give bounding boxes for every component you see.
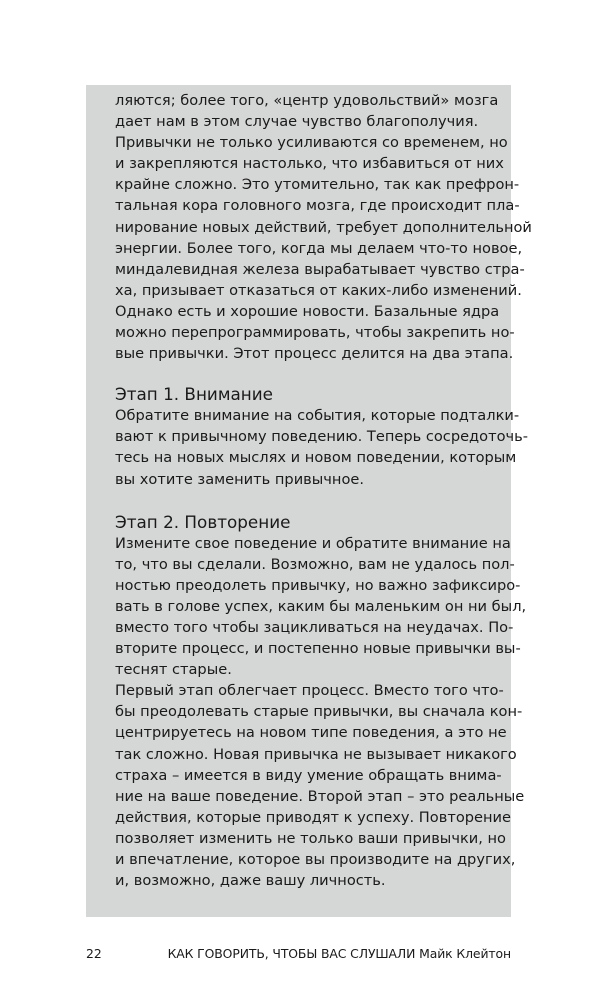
text-line: теснят старые. — [115, 661, 232, 679]
text-line: вые привычки. Этот процесс делится на два этапа. — [115, 345, 514, 363]
text-line: тесь на новых мыслях и новом поведении, которым — [115, 449, 517, 467]
text-line: вать в голове успех, каким бы маленьким он ни был, — [115, 597, 527, 615]
text-line: ностью преодолеть привычку, но важно зафиксиро- — [115, 576, 521, 594]
text-line: так сложно. Новая привычка не вызывает никакого — [115, 745, 517, 763]
text-line: центрируетесь на новом типе поведения, а это не — [115, 724, 507, 742]
text-line: бы преодолевать старые привычки, вы сначала кон- — [115, 703, 523, 721]
text-line: крайне сложно. Это утомительно, так как префрон- — [115, 176, 520, 194]
text-line: Обратите внимание на события, которые подталки- — [115, 407, 520, 425]
stage-2-heading: Этап 2. Повторение — [115, 511, 291, 532]
text-line: позволяет изменить не только ваши привычки, но — [115, 829, 506, 847]
text-line: Измените свое поведение и обратите внимание на — [115, 534, 511, 552]
text-line: ляются; более того, «центр удовольствий» мозга — [115, 92, 499, 109]
sidebar-box — [86, 85, 532, 917]
text-line: ха, призывает отказаться от каких-либо изменений. — [115, 281, 522, 299]
text-line: и, возможно, даже вашу личность. — [115, 872, 386, 890]
text-line: вместо того чтобы зацикливаться на неудачах. По- — [115, 618, 514, 636]
text-line: дает нам в этом случае чувство благополучия. — [115, 113, 479, 131]
text-line: ние на ваше поведение. Второй этап – это реальные — [115, 787, 525, 805]
text-line: нирование новых действий, требует дополнительной — [115, 218, 532, 236]
running-title: КАК ГОВОРИТЬ, ЧТОБЫ ВАС СЛУШАЛИ Майк Клейтон — [167, 946, 511, 961]
text-line: Привычки не только усиливаются со временем, но — [115, 134, 508, 152]
stage-1-heading: Этап 1. Внимание — [115, 384, 273, 405]
text-line: вторите процесс, и постепенно новые привычки вы- — [115, 640, 521, 658]
text-line: действия, которые приводят к успеху. Повторение — [115, 808, 511, 826]
text-line: можно перепрограммировать, чтобы закрепить но- — [115, 324, 515, 342]
text-line: вы хотите заменить привычное. — [115, 470, 365, 488]
text-line: Первый этап облегчает процесс. Вместо того что- — [115, 682, 504, 700]
sidebar-content — [115, 90, 532, 891]
text-line: и закрепляются настолько, что избавиться от них — [115, 155, 504, 173]
page-number: 22 — [86, 946, 102, 961]
text-line: то, что вы сделали. Возможно, вам не удалось пол- — [115, 555, 515, 573]
text-line: миндалевидная железа вырабатывает чувство стра- — [115, 260, 525, 278]
text-line: тальная кора головного мозга, где происходит пла- — [115, 197, 520, 215]
text-line: Однако есть и хорошие новости. Базальные ядра — [115, 302, 500, 320]
text-line: страха – имеется в виду умение обращать внима- — [115, 766, 502, 784]
text-line: вают к привычному поведению. Теперь сосредоточь- — [115, 428, 528, 446]
text-line: энергии. Более того, когда мы делаем что-то новое, — [115, 239, 523, 257]
text-line: и впечатление, которое вы производите на других, — [115, 851, 516, 868]
